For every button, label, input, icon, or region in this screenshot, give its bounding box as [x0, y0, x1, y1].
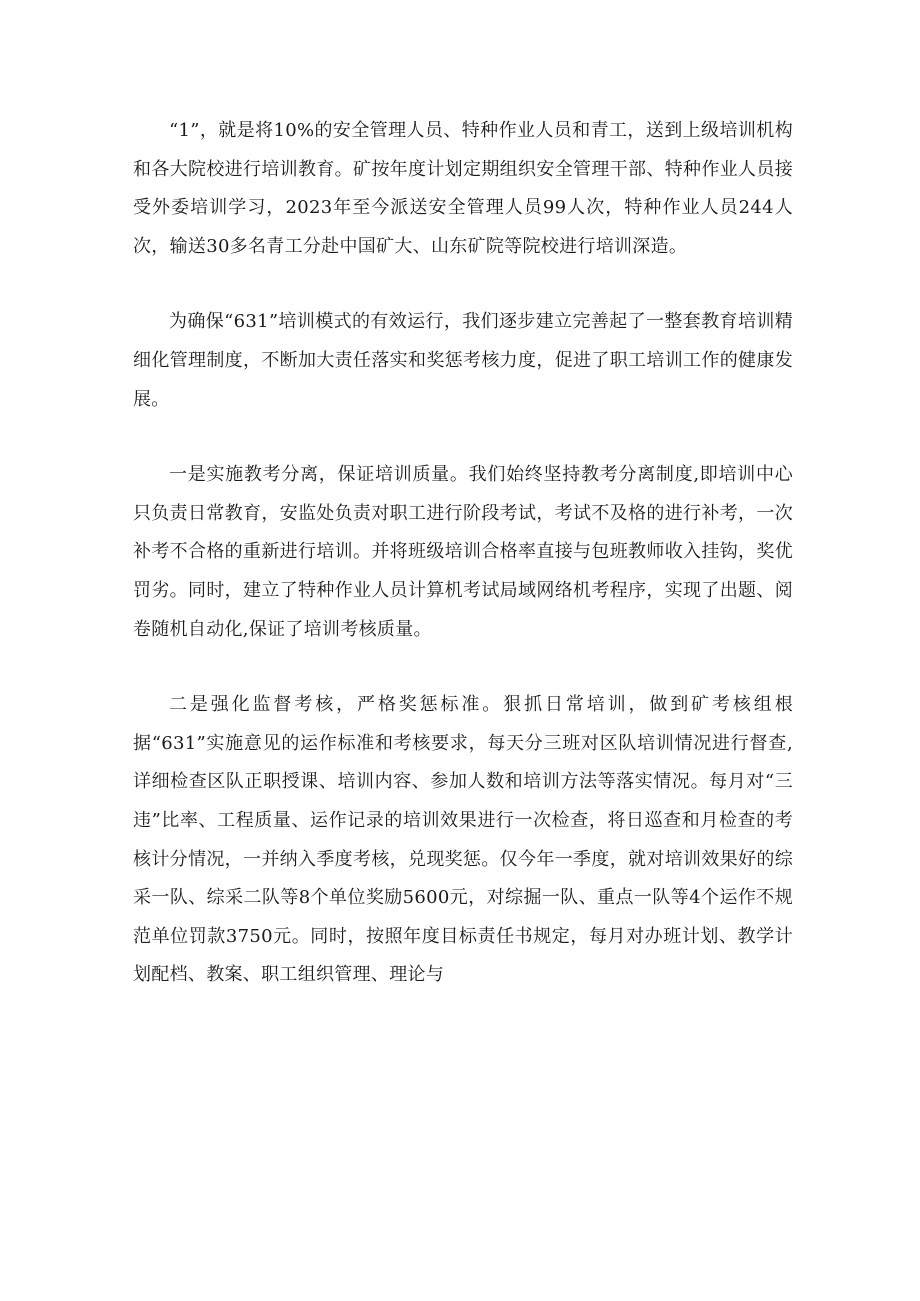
paragraph-management-system: 为确保“631”培训模式的有效运行，我们逐步建立完善起了一整套教育培训精细化管理制度，不断加大责任落实和奖惩考核力度，促进了职工培训工作的健康发展。 — [133, 311, 793, 410]
paragraph-training-outside: “1”，就是将10%的安全管理人员、特种作业人员和青工，送到上级培训机构和各大院校进行培训教育。矿按年度计划定期组织安全管理干部、特种作业人员接受外委培训学习，2023年至今派送安全管理人员99人次，特种作业人员244人次，输送30多名青工分赴中国矿大、山东矿院等院校进行培训深造。 — [133, 120, 793, 257]
paragraph-spacer — [133, 649, 793, 686]
paragraph-exam-separation: 一是实施教考分离，保证培训质量。我们始终坚持教考分离制度,即培训中心只负责日常教育，安监处负责对职工进行阶段考试，考试不及格的进行补考，一次补考不合格的重新进行培训。并将班级培训合格率直接与包班教师收入挂钩，奖优罚劣。同时，建立了特种作业人员计算机考试局域网络机考程序，实现了出题、阅卷随机自动化,保证了培训考核质量。 — [133, 464, 793, 640]
paragraph-spacer — [133, 266, 793, 303]
document-body — [133, 112, 793, 995]
paragraph-spacer — [133, 419, 793, 456]
paragraph-supervision-assessment: 二是强化监督考核，严格奖惩标准。狠抓日常培训，做到矿考核组根据“631”实施意见的运作标准和考核要求，每天分三班对区队培训情况进行督查,详细检查区队正职授课、培训内容、参加人数和培训方法等落实情况。每月对“三违”比率、工程质量、运作记录的培训效果进行一次检查，将日巡查和月检查的考核计分情况，一并纳入季度考核，兑现奖惩。仅今年一季度，就对培训效果好的综采一队、综采二队等8个单位奖励5600元，对综掘一队、重点一队等4个运作不规范单位罚款3750元。同时，按照年度目标责任书规定，每月对办班计划、教学计划配档、教案、职工组织管理、理论与 — [133, 694, 793, 986]
